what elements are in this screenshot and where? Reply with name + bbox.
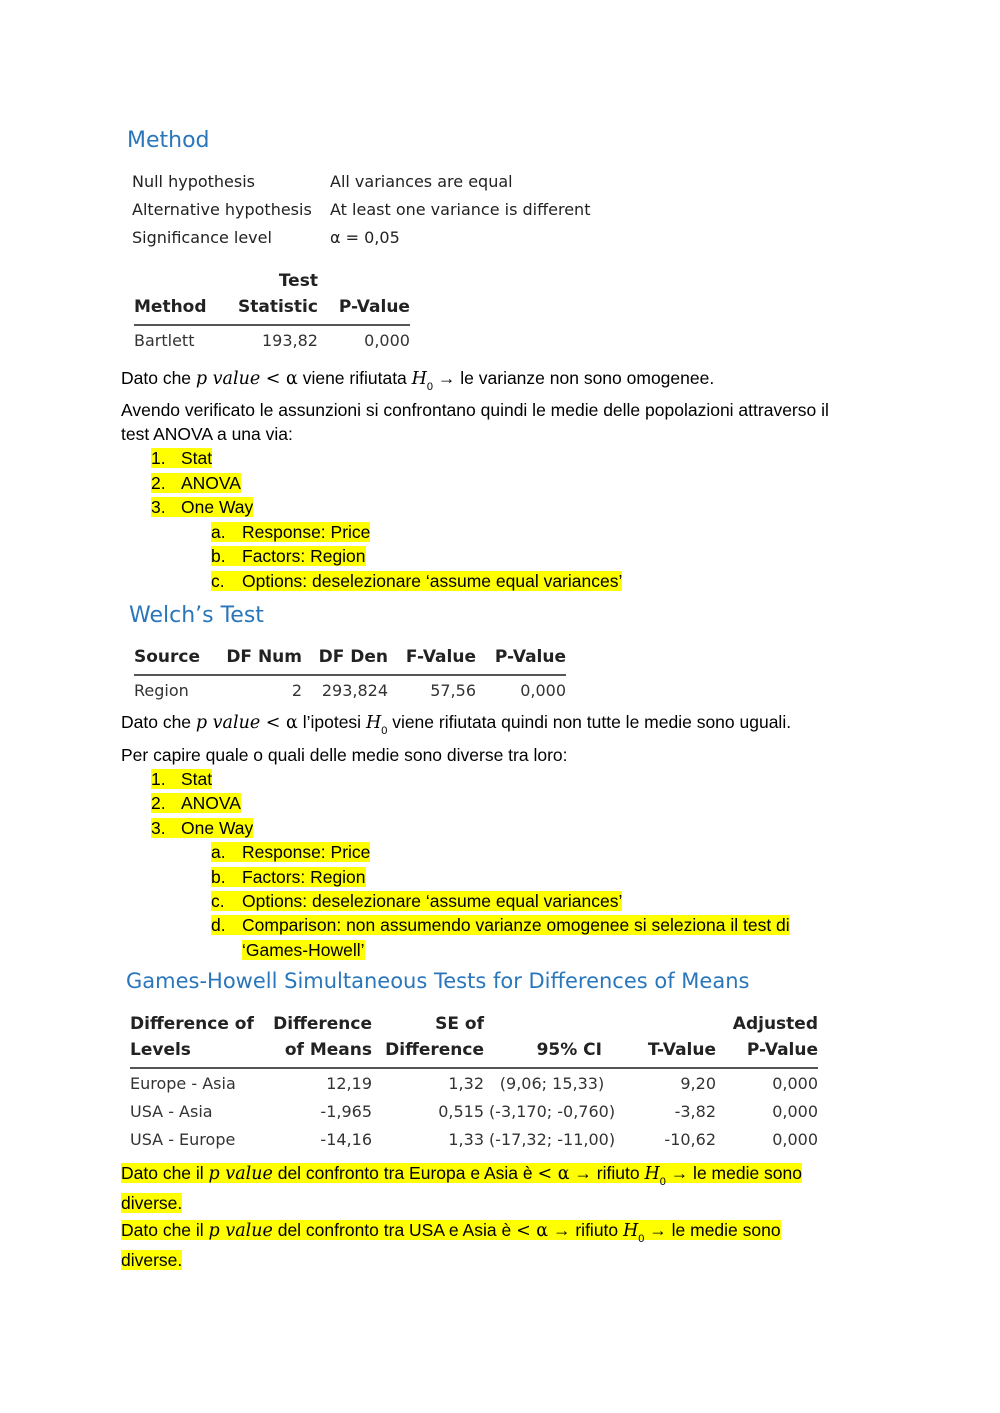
null-hypothesis-label: Null hypothesis [132,172,256,191]
bartlett-header-method: Method [134,294,238,325]
list-item: d. Comparison: non assumendo varianze omogenee si seleziona il test di [211,915,790,935]
list-item: b. Factors: Region [211,546,366,566]
bartlett-header-pvalue: P-Value [318,294,410,325]
list-item: 2. ANOVA [151,793,241,813]
list-item-continuation: ‘Games-Howell’ [242,940,365,960]
welch-header-dfnum: DF Num [214,644,302,675]
welch-header-source: Source [134,644,214,675]
list-item: 1. Stat [151,769,213,789]
list-item: c. Options: deselezionare ‘assume equal variances’ [211,891,623,911]
list-item: b. Factors: Region [211,867,366,887]
significance-level-value: α = 0,05 [330,228,400,247]
list-item: 3. One Way [151,497,254,517]
paragraph-post-hoc-intro: Per capire quale o quali delle medie sono diverse tra loro: [121,745,568,765]
games-howell-table [130,1011,818,1153]
gh-header-levels: Levels [130,1037,272,1068]
welch-header-fvalue: F-Value [388,644,476,675]
list-item: 1. Stat [151,448,213,468]
table-row: Region 2 293,824 57,56 0,000 [134,680,566,700]
alternative-hypothesis-label: Alternative hypothesis [132,200,312,219]
table-row: Europe - Asia 12,19 1,32 (9,06; 15,33) 9,20 0,000 [130,1073,818,1093]
list-item: a. Response: Price [211,522,371,542]
table-row: USA - Europe -14,16 1,33 (-17,32; -11,00) -10,62 0,000 [130,1129,818,1149]
gh-header-pvalue: P-Value [716,1037,818,1068]
alternative-hypothesis-value: At least one variance is different [330,200,591,219]
gh-header-means-top: Difference [273,1014,372,1034]
paragraph-europe-asia-conclusion-line2: diverse. [121,1193,183,1213]
bartlett-header-statistic: Statistic [238,294,318,325]
bartlett-header-test: Test [278,271,318,291]
list-item: a. Response: Price [211,842,371,862]
games-howell-heading: Games-Howell Simultaneous Tests for Differences of Means [126,969,750,993]
gh-header-levels-top: Difference of [130,1014,254,1034]
paragraph-usa-asia-conclusion-line2: diverse. [121,1250,183,1270]
paragraph-europe-asia-conclusion: Dato che il p value del confronto tra Europa e Asia è < α → rifiuto $H_0$ → le medie sono [121,1163,803,1188]
paragraph-welch-conclusion: Dato che p value < α l’ipotesi $H_0$ viene rifiutata quindi non tutte le medie sono uguali. [121,712,792,737]
gh-header-ci: 95% CI [484,1037,620,1068]
list-item: c. Options: deselezionare ‘assume equal variances’ [211,571,623,591]
significance-level-label: Significance level [132,228,272,247]
bartlett-table [134,268,410,354]
paragraph-anova-intro-line1: Avendo verificato le assunzioni si confrontano quindi le medie delle popolazioni attraverso il [121,400,829,420]
table-row: USA - Asia -1,965 0,515 (-3,170; -0,760) -3,82 0,000 [130,1101,818,1121]
paragraph-bartlett-conclusion: Dato che p value < α viene rifiutata $H_0$ → le varianze non sono omogenee. [121,368,715,393]
welch-heading: Welch’s Test [129,603,264,628]
table-row: Bartlett 193,82 0,000 [134,330,410,350]
gh-header-means: of Means [272,1037,372,1068]
method-heading: Method [127,128,210,153]
null-hypothesis-value: All variances are equal [330,172,513,191]
paragraph-usa-asia-conclusion: Dato che il p value del confronto tra USA e Asia è < α → rifiuto $H_0$ → le medie sono [121,1220,781,1245]
paragraph-anova-intro-line2: test ANOVA a una via: [121,424,293,444]
welch-header-pvalue: P-Value [476,644,566,675]
welch-table [134,644,566,704]
gh-header-se-top: SE of [435,1014,484,1034]
list-item: 2. ANOVA [151,473,241,493]
gh-header-tvalue: T-Value [620,1037,716,1068]
gh-header-adjusted-top: Adjusted [732,1014,818,1034]
list-item: 3. One Way [151,818,254,838]
gh-header-se: Difference [372,1037,484,1068]
welch-header-dfden: DF Den [302,644,388,675]
